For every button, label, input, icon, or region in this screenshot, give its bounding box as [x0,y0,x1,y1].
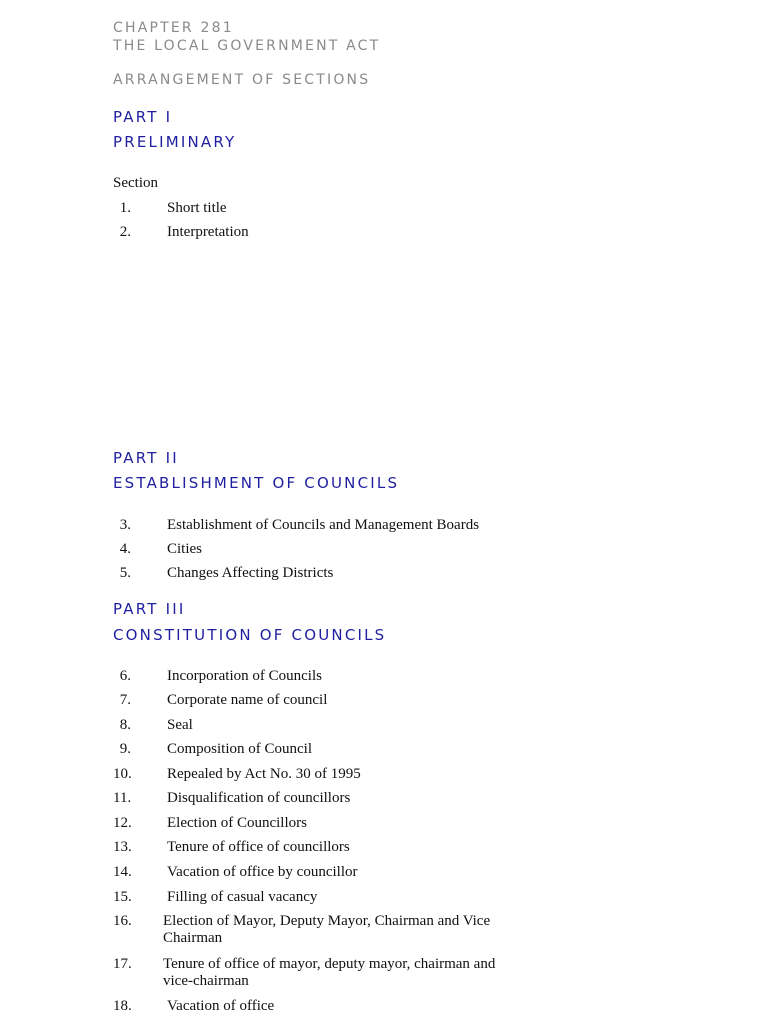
arrangement-heading: ARRANGEMENT OF SECTIONS [113,72,371,88]
chapter-heading: CHAPTER 281 [113,20,234,36]
part-label: PART III [113,600,186,618]
section-title: Disqualification of councillors [167,790,351,806]
section-number: 5. [119,565,131,581]
section-title: Short title [167,200,227,216]
section-title: Vacation of office by councillor [167,864,358,880]
section-number: 10. [113,766,132,782]
section-title: Cities [167,541,203,557]
section-number: 18. [113,998,132,1014]
section-column-label: Section [113,175,158,191]
section-title: Seal [167,717,193,733]
section-number: 11. [113,790,132,806]
part-label: PART I [113,108,173,126]
section-title: Election of Mayor, Deputy Mayor, Chairman and Vice Chairman [163,913,491,946]
section-title: Incorporation of Councils [167,668,322,684]
section-title: Composition of Council [167,741,313,757]
section-number: 3. [119,517,131,533]
section-title: Corporate name of council [167,692,328,708]
part-title: PRELIMINARY [113,133,237,151]
section-number: 14. [113,864,132,880]
section-number: 12. [113,815,132,831]
section-number: 13. [113,839,132,855]
section-number: 2. [119,224,131,240]
section-title: Tenure of office of mayor, deputy mayor, chairman and vice-chairman [163,956,496,989]
section-number: 8. [119,717,131,733]
section-title: Vacation of office [167,998,275,1014]
section-number: 1. [119,200,131,216]
section-number: 4. [119,541,131,557]
section-title: Election of Councillors [167,815,307,831]
section-title: Filling of casual vacancy [167,889,318,905]
section-number: 6. [119,668,131,684]
section-title: Repealed by Act No. 30 of 1995 [167,766,361,782]
part-label: PART II [113,449,179,467]
section-title: Tenure of office of councillors [167,839,350,855]
section-title: Changes Affecting Districts [167,565,334,581]
part-title: CONSTITUTION OF COUNCILS [113,626,387,644]
section-number: 16. [113,913,132,929]
section-number: 15. [113,889,132,905]
section-title: Establishment of Councils and Management Boards [167,517,480,533]
act-title: THE LOCAL GOVERNMENT ACT [113,38,381,54]
part-title: ESTABLISHMENT OF COUNCILS [113,474,400,492]
section-number: 7. [119,692,131,708]
section-number: 9. [119,741,131,757]
section-title: Interpretation [167,224,249,240]
section-number: 17. [113,956,132,972]
